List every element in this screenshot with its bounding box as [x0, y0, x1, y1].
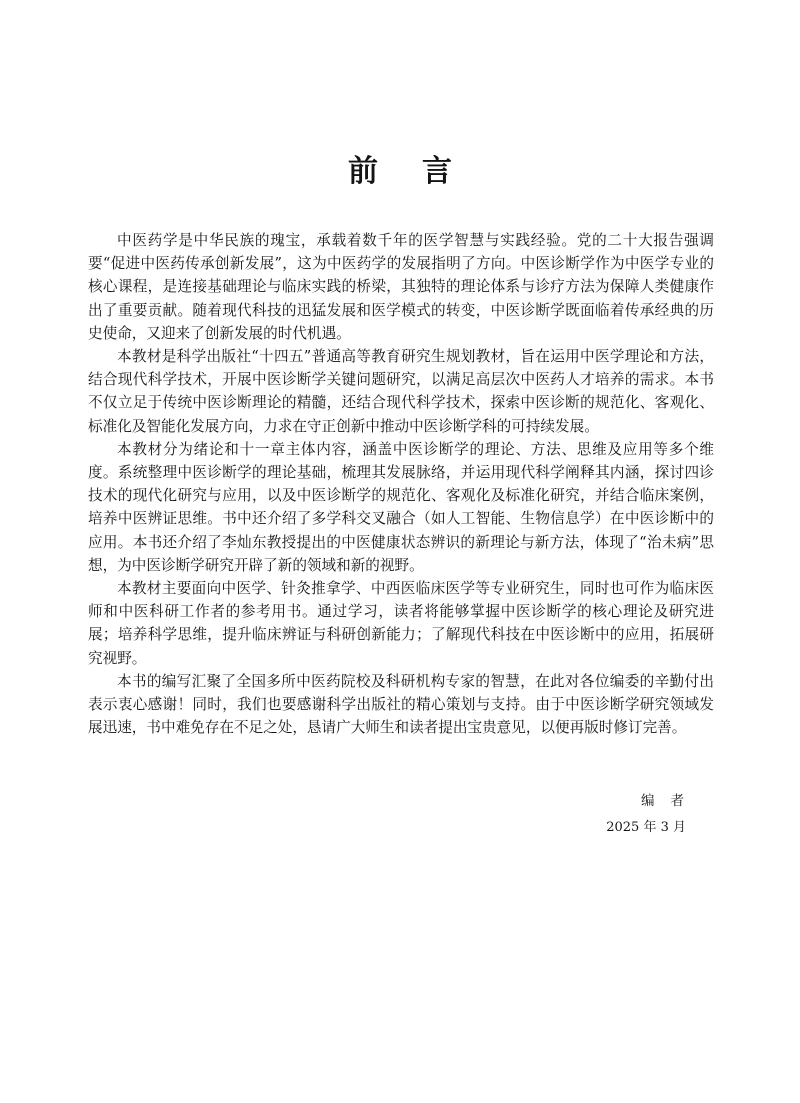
paragraph-5: 本书的编写汇聚了全国多所中医药院校及科研机构专家的智慧，在此对各位编委的辛勤付出表示衷心感谢！同时，我们也要感谢科学出版社的精心策划与支持。由于中医诊断学研究领域发展迅速，书中难免存在不足之处，恳请广大师生和读者提出宝贵意见，以便再版时修订完善。 — [88, 672, 714, 737]
paragraph-3: 本教材分为绪论和十一章主体内容，涵盖中医诊断学的理论、方法、思维及应用等多个维度。系统整理中医诊断学的理论基础，梳理其发展脉络，并运用现代科学阐释其内涵，探讨四诊技术的现代化研究与应用，以及中医诊断学的规范化、客观化及标准化研究，并结合临床案例，培养中医辨证思维。书中还介绍了多学科交叉融合（如人工智能、生物信息学）在中医诊断中的应用。本书还介绍了李灿东教授提出的中医健康状态辨识的新理论与新方法，体现了“治未病”思想，为中医诊断学研究开辟了新的领域和新的视野。 — [88, 440, 714, 574]
signature-block — [540, 790, 708, 838]
author-signature: 编者 — [641, 793, 700, 809]
page-title: 前言 — [348, 154, 496, 189]
paragraph-2: 本教材是科学出版社“十四五”普通高等教育研究生规划教材，旨在运用中医学理论和方法，结合现代科学技术，开展中医诊断学关键问题研究，以满足高层次中医药人才培养的需求。本书不仅立足于传统中医诊断理论的精髓，还结合现代科学技术，探索中医诊断的规范化、客观化、标准化及智能化发展方向，力求在守正创新中推动中医诊断学科的可持续发展。 — [88, 348, 714, 435]
paragraph-4: 本教材主要面向中医学、针灸推拿学、中西医临床医学等专业研究生，同时也可作为临床医师和中医科研工作者的参考用书。通过学习，读者将能够掌握中医诊断学的核心理论及研究进展；培养科学思维，提升临床辨证与科研创新能力；了解现代科技在中医诊断中的应用，拓展研究视野。 — [88, 580, 714, 667]
paragraph-1: 中医药学是中华民族的瑰宝，承载着数千年的医学智慧与实践经验。党的二十大报告强调要“促进中医药传承创新发展”，这为中医药学的发展指明了方向。中医诊断学作为中医学专业的核心课程，是连接基础理论与临床实践的桥梁，其独特的理论体系与诊疗方法为保障人类健康作出了重要贡献。随着现代科技的迅猛发展和医学模式的转变，中医诊断学既面临着传承经典的历史使命，又迎来了创新发展的时代机遇。 — [88, 232, 714, 342]
preface-body — [88, 229, 714, 739]
signature-date: 2025 年 3 月 — [606, 820, 686, 835]
